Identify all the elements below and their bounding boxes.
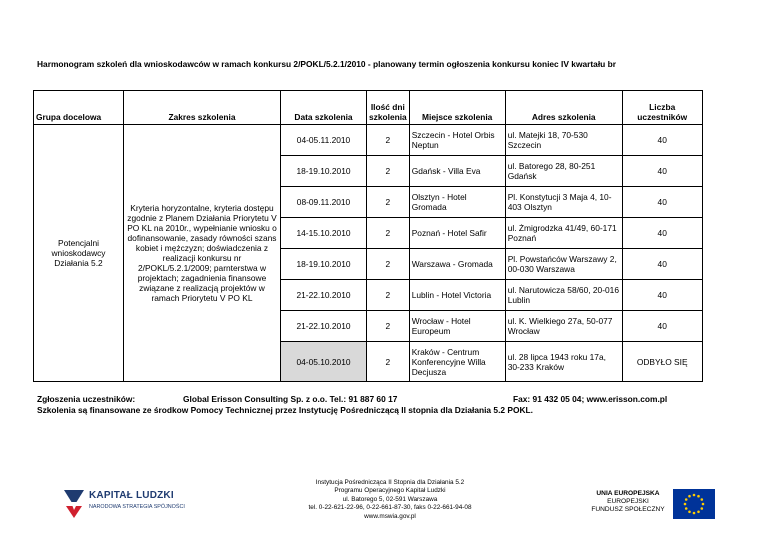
cell-liczba: 40 [622,125,702,156]
cell-miejsce: Kraków - Centrum Konferencyjne Willa Decjusza [409,342,505,382]
cell-liczba: 40 [622,280,702,311]
kapital-ludzki-text: KAPITAŁ LUDZKI [89,490,174,501]
header-row [34,91,703,125]
eu-flag-icon [673,489,715,519]
cell-data: 04-05.10.2010 [281,342,367,382]
eu-text-line: EUROPEJSKI [607,498,649,505]
schedule-table [33,90,703,382]
cell-liczba: 40 [622,249,702,280]
cell-miejsce: Olsztyn - Hotel Gromada [409,187,505,218]
cell-adres: ul. Żmigrodzka 41/49, 60-171 Poznań [505,218,622,249]
cell-adres: ul. Batorego 28, 80-251 Gdańsk [505,156,622,187]
kapital-ludzki-subtext: NARODOWA STRATEGIA SPÓJNOŚCI [89,504,185,510]
cell-dni: 2 [367,218,410,249]
cell-miejsce: Gdańsk - Villa Eva [409,156,505,187]
cell-miejsce: Lublin - Hotel Victoria [409,280,505,311]
institution-line: tel. 0-22-621-22-96, 0-22-661-87-30, faks 0-22-661-94-08 [308,504,472,512]
header-data: Data szkolenia [281,91,367,125]
cell-adres: ul. Narutowicza 58/60, 20-016 Lublin [505,280,622,311]
fax-contact: Fax: 91 432 05 04; www.erisson.com.pl [513,394,668,404]
cell-adres: Pl. Konstytucji 3 Maja 4, 10-403 Olsztyn [505,187,622,218]
cell-data: 14-15.10.2010 [281,218,367,249]
kapital-ludzki-logo [62,484,232,524]
header-adres: Adres szkolenia [505,91,622,125]
company-contact: Global Erisson Consulting Sp. z o.o. Tel.: 91 887 60 17 [183,394,398,404]
cell-data: 21-22.10.2010 [281,280,367,311]
page-title: Harmonogram szkoleń dla wnioskodawców w ramach konkursu 2/POKL/5.2.1/2010 - planowany termin ogłoszenia konkursu koniec IV kwartału br [37,59,616,69]
cell-miejsce: Szczecin - Hotel Orbis Neptun [409,125,505,156]
cell-liczba: 40 [622,218,702,249]
cell-data: 08-09.11.2010 [281,187,367,218]
cell-liczba: ODBYŁO SIĘ [622,342,702,382]
kapital-ludzki-emblem-icon [62,484,88,524]
cell-dni: 2 [367,187,410,218]
table-row [34,125,703,156]
cell-data: 21-22.10.2010 [281,311,367,342]
cell-data: 18-19.10.2010 [281,156,367,187]
cell-data: 04-05.11.2010 [281,125,367,156]
institution-info [270,479,510,521]
cell-dni: 2 [367,125,410,156]
cell-dni: 2 [367,156,410,187]
header-liczba: Liczba uczestników [622,91,702,125]
cell-liczba: 40 [622,311,702,342]
cell-miejsce: Warszawa - Gromada [409,249,505,280]
cell-adres: Pl. Powstańców Warszawy 2, 00-030 Warszawa [505,249,622,280]
eu-text [589,490,667,514]
cell-adres: ul. 28 lipca 1943 roku 17a, 30-233 Kraków [505,342,622,382]
cell-miejsce: Wrocław - Hotel Europeum [409,311,505,342]
institution-line: Instytucja Pośrednicząca II Stopnia dla Działania 5.2 [315,479,465,486]
header-ilosc-dni: Ilość dni szkolenia [367,91,410,125]
grupa-docelowa-cell: Potencjalni wnioskodawcy Działania 5.2 [34,125,124,382]
eu-text-line: UNIA EUROPEJSKA [596,490,660,497]
institution-line: Programu Operacyjnego Kapitał Ludzki [334,487,446,495]
cell-adres: ul. Matejki 18, 70-530 Szczecin [505,125,622,156]
cell-liczba: 40 [622,187,702,218]
institution-line: www.mswia.gov.pl [364,512,416,520]
eu-text-line: FUNDUSZ SPOŁECZNY [591,506,665,513]
registration-label: Zgłoszenia uczestników: [37,394,136,404]
cell-dni: 2 [367,311,410,342]
cell-dni: 2 [367,280,410,311]
cell-liczba: 40 [622,156,702,187]
zakres-szkolenia-cell: Kryteria horyzontalne, kryteria dostępu zgodnie z Planem Działania Priorytetu V PO KL na 2010r., wypełnianie wniosku o dofinansowanie, zasady równości szans kobiet i mężczyzn; doświadczenia z realizacji konkursu nr 2/POKL/5.2.1/2009; parnterstwa w projektach; zagadnienia finansowe związane z realizacją projektów w ramach Priorytetu V PO KL [124,125,281,382]
header-miejsce: Miejsce szkolenia [409,91,505,125]
cell-data: 18-19.10.2010 [281,249,367,280]
header-grupa: Grupa docelowa [34,91,124,125]
cell-dni: 2 [367,342,410,382]
cell-dni: 2 [367,249,410,280]
financing-note: Szkolenia są finansowane ze środkow Pomocy Technicznej przez Instytucję Pośredniczącą II stopnia dla Działania 5.2 POKL. [37,405,533,415]
header-zakres: Zakres szkolenia [124,91,281,125]
cell-adres: ul. K. Wielkiego 27a, 50-077 Wrocław [505,311,622,342]
cell-miejsce: Poznań - Hotel Safir [409,218,505,249]
institution-line: ul. Batorego 5, 02-591 Warszawa [342,495,438,503]
eu-logo [589,487,719,521]
